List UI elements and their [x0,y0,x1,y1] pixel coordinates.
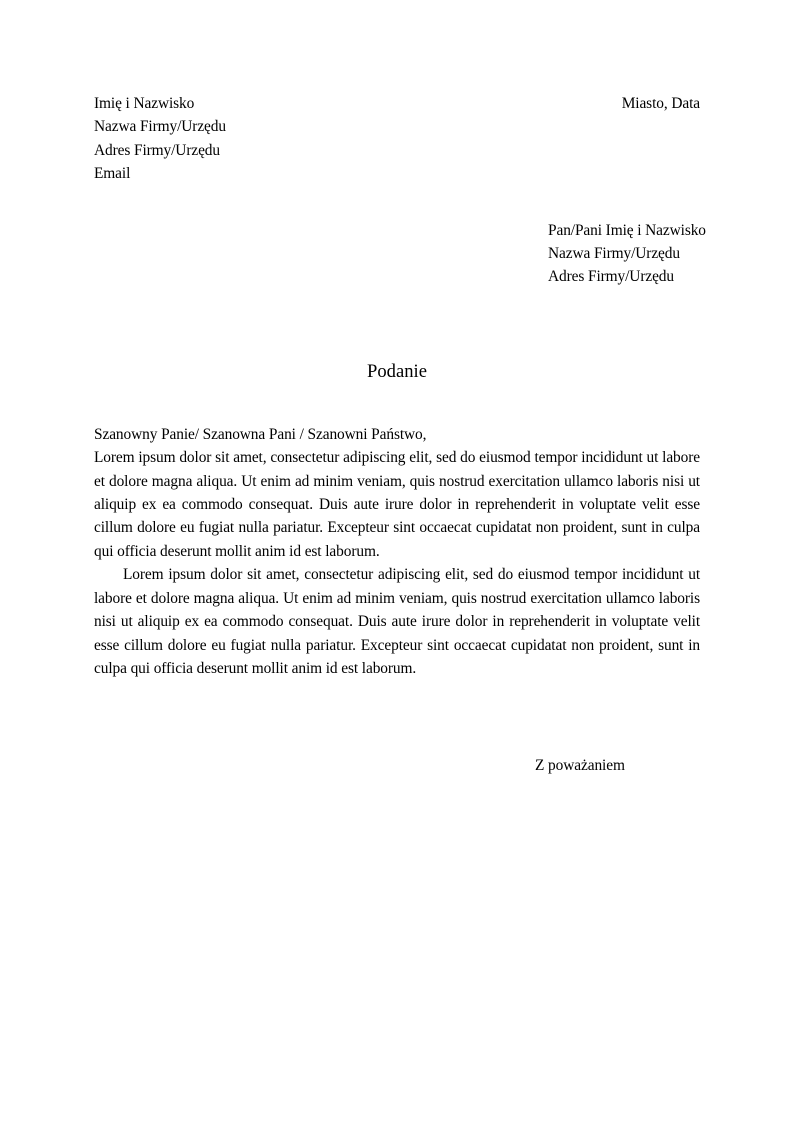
body-paragraph-1: Lorem ipsum dolor sit amet, consectetur adipiscing elit, sed do eiusmod tempor incididunt ut labore et dolore magna aliqua. Ut enim ad minim veniam, quis nostrud exercitation ullamco laboris nisi ut aliquip ex ea commodo consequat. Duis aute irure dolor in reprehenderit in voluptate velit esse cillum dolore eu fugiat nulla pariatur. Excepteur sint occaecat cupidatat non proident, sunt in culpa qui officia deserunt mollit anim id est laborum. [94,449,700,560]
closing-phrase: Z poważaniem [535,757,625,775]
sender-company: Nazwa Firmy/Urzędu [94,118,226,136]
sender-block [94,92,226,186]
recipient-address: Adres Firmy/Urzędu [548,268,674,286]
letter-body [94,423,700,680]
letter-header [94,92,700,186]
salutation: Szanowny Panie/ Szanowna Pani / Szanowni Państwo, [94,425,427,443]
sender-address: Adres Firmy/Urzędu [94,141,220,159]
place-date: Miasto, Data [621,95,700,112]
recipient-company: Nazwa Firmy/Urzędu [548,245,680,263]
sender-name: Imię i Nazwisko [94,95,195,112]
recipient-name: Pan/Pani Imię i Nazwisko [548,221,706,239]
letter-title: Podanie [367,360,427,382]
recipient-block [548,219,706,289]
body-paragraph-2: Lorem ipsum dolor sit amet, consectetur adipiscing elit, sed do eiusmod tempor incididunt ut labore et dolore magna aliqua. Ut enim ad minim veniam, quis nostrud exercitation ullamco laboris nisi ut aliquip ex ea commodo consequat. Duis aute irure dolor in reprehenderit in voluptate velit esse cillum dolore eu fugiat nulla pariatur. Excepteur sint occaecat cupidatat non proident, sunt in culpa qui officia deserunt mollit anim id est laborum. [94,566,700,677]
sender-email: Email [94,165,131,183]
